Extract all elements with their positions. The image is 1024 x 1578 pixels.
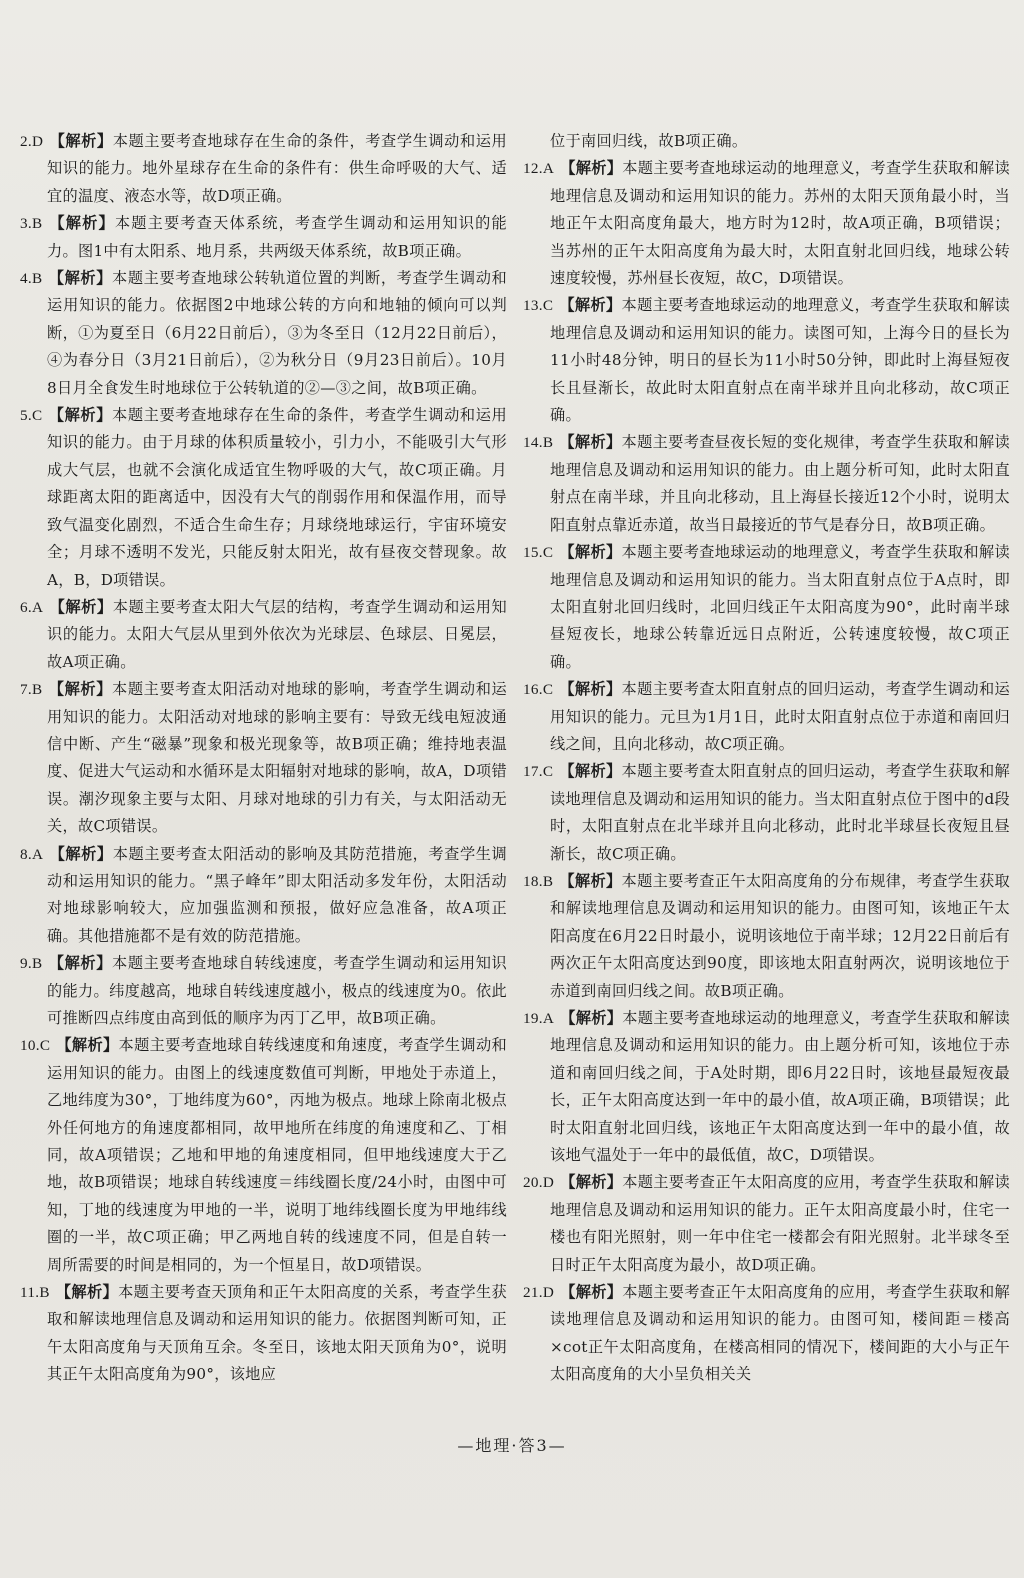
answer-item bbox=[20, 841, 507, 951]
answer-letter: A bbox=[32, 598, 44, 616]
question-number: 2. bbox=[20, 133, 32, 150]
left-column bbox=[20, 128, 507, 1518]
answer-letter: B bbox=[32, 955, 43, 973]
answer-item bbox=[523, 155, 1010, 292]
answer-item bbox=[523, 539, 1010, 676]
answer-item bbox=[20, 265, 507, 402]
analysis-tag: 【解析】 bbox=[55, 1283, 119, 1302]
analysis-text: 本题主要考查太阳大气层的结构，考查学生调动和运用知识的能力。太阳大气层从里到外依次为光球层、色球层、日冕层，故A项正确。 bbox=[47, 597, 507, 671]
analysis-tag: 【解析】 bbox=[49, 597, 113, 616]
analysis-text: 本题主要考查地球存在生命的条件，考查学生调动和运用知识的能力。由于月球的体积质量较小，引力小，不能吸引大气形成大气层，也就不会演化成适宜生物呼吸的大气，故C项正确。月球距离太阳的距离适中，因没有大气的削弱作用和保温作用，而导致气温变化剧烈，不适合生命生存；月球绕地球运行，宇宙环境安全；月球不透明不发光，只能反射太阳光，故有昼夜交替现象。故A，B，D项错误。 bbox=[47, 406, 507, 589]
analysis-text: 本题主要考查地球自转线速度，考查学生调动和运用知识的能力。纬度越高，地球自转线速度越小，极点的线速度为0。依此可推断四点纬度由高到低的顺序为丙丁乙甲，故B项正确。 bbox=[47, 954, 507, 1027]
analysis-text: 本题主要考查太阳活动的影响及其防范措施，考查学生调动和运用知识的能力。“黑子峰年”即太阳活动多发年份，太阳活动对地球影响较大，应加强监测和预报，做好应急准备，故A项正确。其他措施都不是有效的防范措施。 bbox=[47, 844, 507, 945]
analysis-tag: 【解析】 bbox=[559, 762, 622, 781]
question-number: 3. bbox=[20, 215, 32, 233]
answer-item bbox=[20, 1279, 507, 1389]
two-column-body bbox=[20, 128, 1010, 1518]
analysis-tag: 【解析】 bbox=[48, 954, 113, 973]
answer-letter: C bbox=[542, 544, 554, 562]
answer-letter: D bbox=[32, 133, 44, 150]
analysis-tag: 【解析】 bbox=[559, 296, 622, 315]
analysis-text: 本题主要考查正午太阳高度角的应用，考查学生获取和解读地理信息及调动和运用知识的能力。由图可知，楼间距＝楼高×cot正午太阳高度角，在楼高相同的情况下，楼间距的大小与正午太阳高度角的大小呈负相关关 bbox=[550, 1283, 1010, 1384]
answer-item bbox=[20, 210, 507, 265]
answer-item bbox=[20, 128, 507, 210]
analysis-tag: 【解析】 bbox=[560, 1283, 623, 1302]
analysis-tag: 【解析】 bbox=[48, 406, 113, 425]
answer-letter: B bbox=[32, 270, 43, 288]
question-number: 15. bbox=[523, 544, 543, 562]
analysis-tag: 【解析】 bbox=[559, 433, 622, 452]
answer-letter: C bbox=[39, 1037, 51, 1055]
question-number: 14. bbox=[523, 434, 543, 452]
question-number: 18. bbox=[523, 872, 543, 890]
analysis-text: 本题主要考查地球公转轨道位置的判断，考查学生调动和运用知识的能力。依据图2中地球公转的方向和地轴的倾向可以判断，①为夏至日（6月22日前后），③为冬至日（12月22日前后），④为春分日（3月21日前后），②为秋分日（9月23日前后）。10月8日月全食发生时地球位于公转轨道的②—③之间，故B项正确。 bbox=[47, 269, 507, 397]
answer-item bbox=[523, 1279, 1010, 1389]
analysis-tag: 【解析】 bbox=[56, 1036, 119, 1055]
question-number: 12. bbox=[523, 160, 543, 178]
question-number: 13. bbox=[523, 297, 543, 315]
analysis-text: 本题主要考查天顶角和正午太阳高度的关系，考查学生获取和解读地理信息及调动和运用知识的能力。依据图判断可知，正午太阳高度角与天顶角互余。冬至日，该地太阳天顶角为0°，说明其正午太阳高度角为90°，该地应 bbox=[47, 1283, 507, 1384]
answer-letter: B bbox=[542, 872, 554, 890]
question-number: 9. bbox=[20, 955, 32, 973]
question-number: 16. bbox=[523, 681, 543, 699]
answer-letter: C bbox=[542, 681, 554, 699]
analysis-text: 本题主要考查太阳直射点的回归运动，考查学生调动和运用知识的能力。元旦为1月1日，此时太阳直射点位于赤道和南回归线之间，且向北移动，故C项正确。 bbox=[550, 680, 1010, 753]
analysis-tag: 【解析】 bbox=[560, 1173, 623, 1192]
answer-letter: D bbox=[542, 1174, 555, 1192]
analysis-tag: 【解析】 bbox=[560, 1009, 623, 1027]
analysis-text: 本题主要考查地球自转线速度和角速度，考查学生调动和运用知识的能力。由图上的线速度数值可判断，甲地处于赤道上，乙地纬度为30°，丁地纬度为60°，丙地为极点。地球上除南北极点外任何地方的角速度都相同，故甲地所在纬度的角速度和乙、丁相同，故A项错误；乙地和甲地的角速度相同，但甲地线速度大于乙地，故B项错误；地球自转线速度＝纬线圈长度/24小时，由图中可知，丁地的线速度为甲地的一半，说明丁地纬线圈长度为甲地纬线圈的一半，故C项正确；甲乙两地自转的线速度不同，但是自转一周所需要的时间是相同的，为一个恒星日，故D项错误。 bbox=[47, 1036, 507, 1274]
question-number: 19. bbox=[523, 1010, 543, 1027]
question-number: 7. bbox=[20, 681, 32, 699]
answer-letter: A bbox=[542, 1010, 555, 1027]
analysis-text: 本题主要考查地球存在生命的条件，考查学生调动和运用知识的能力。地外星球存在生命的条件有：供生命呼吸的大气、适宜的温度、液态水等，故D项正确。 bbox=[47, 132, 507, 205]
analysis-text: 本题主要考查地球运动的地理意义，考查学生获取和解读地理信息及调动和运用知识的能力。当太阳直射点位于A点时，即太阳直射北回归线时，北回归线正午太阳高度为90°，此时南半球昼短夜长，地球公转靠近远日点附近，公转速度较慢，故C项正确。 bbox=[550, 543, 1010, 671]
question-number: 21. bbox=[523, 1284, 543, 1302]
answer-letter: B bbox=[39, 1284, 50, 1302]
answer-letter: A bbox=[32, 845, 44, 863]
answer-item bbox=[20, 950, 507, 1032]
continuation-text: 位于南回归线，故B项正确。 bbox=[550, 132, 748, 150]
answer-letter: D bbox=[542, 1284, 555, 1302]
analysis-text: 本题主要考查正午太阳高度角的分布规律，考查学生获取和解读地理信息及调动和运用知识的能力。由图可知，该地正午太阳高度在6月22日时最小，说明该地位于南半球；12月22日前后有两次正午太阳高度达到90度，即该地太阳直射两次，说明该地位于赤道到南回归线之间。故B项正确。 bbox=[550, 871, 1010, 1000]
answer-item bbox=[523, 429, 1010, 539]
answer-item bbox=[523, 1005, 1010, 1169]
answer-item bbox=[523, 292, 1010, 429]
analysis-text: 本题主要考查太阳活动对地球的影响，考查学生调动和运用知识的能力。太阳活动对地球的影响主要有：导致无线电短波通信中断、产生“磁暴”现象和极光现象等，故B项正确；维持地表温度、促进大气运动和水循环是太阳辐射对地球的影响，故A，D项错误。潮汐现象主要与太阳、月球对地球的引力有关，与太阳活动无关，故C项错误。 bbox=[47, 680, 507, 836]
analysis-tag: 【解析】 bbox=[559, 680, 622, 699]
analysis-text: 本题主要考查天体系统，考查学生调动和运用知识的能力。图1中有太阳系、地月系，共两级天体系统，故B项正确。 bbox=[47, 214, 507, 260]
answer-item bbox=[523, 676, 1010, 758]
answer-item bbox=[20, 594, 507, 676]
answer-letter: C bbox=[542, 763, 554, 781]
analysis-tag: 【解析】 bbox=[49, 844, 113, 863]
answer-letter: B bbox=[32, 681, 43, 699]
analysis-tag: 【解析】 bbox=[48, 214, 115, 233]
page-footer: —地理·答3— bbox=[457, 1436, 567, 1455]
analysis-tag: 【解析】 bbox=[49, 132, 113, 150]
analysis-tag: 【解析】 bbox=[48, 680, 113, 699]
question-number: 6. bbox=[20, 598, 32, 616]
answer-letter: B bbox=[32, 215, 43, 233]
answer-item bbox=[20, 402, 507, 594]
answer-item bbox=[523, 1169, 1010, 1279]
analysis-text: 本题主要考查昼夜长短的变化规律，考查学生获取和解读地理信息及调动和运用知识的能力。由上题分析可知，此时太阳直射点在南半球，并且向北移动，且上海昼长接近12个小时，说明太阳直射点靠近赤道，故当日最接近的节气是春分日，故B项正确。 bbox=[550, 433, 1010, 534]
answer-letter: A bbox=[542, 160, 555, 178]
analysis-text: 本题主要考查地球运动的地理意义，考查学生获取和解读地理信息及调动和运用知识的能力。苏州的太阳天顶角最小时，当地正午太阳高度角最大，地方时为12时，故A项正确，B项错误；当苏州的正午太阳高度角为最大时，太阳直射北回归线，地球公转速度较慢，苏州昼长夜短，故C，D项错误。 bbox=[550, 159, 1010, 288]
question-number: 8. bbox=[20, 845, 32, 863]
answer-item bbox=[523, 868, 1010, 1005]
right-column bbox=[523, 128, 1010, 1518]
answer-item bbox=[20, 676, 507, 840]
answer-item bbox=[523, 758, 1010, 868]
analysis-tag: 【解析】 bbox=[559, 543, 622, 562]
question-number: 5. bbox=[20, 407, 32, 425]
question-number: 10. bbox=[20, 1037, 40, 1055]
question-number: 4. bbox=[20, 270, 32, 288]
answer-item bbox=[20, 1032, 507, 1279]
analysis-text: 本题主要考查地球运动的地理意义，考查学生获取和解读地理信息及调动和运用知识的能力。读图可知，上海今日的昼长为11小时48分钟，明日的昼长为11小时50分钟，即此时上海昼短夜长且昼渐长，故此时太阳直射点在南半球并且向北移动，故C项正确。 bbox=[550, 296, 1010, 425]
analysis-tag: 【解析】 bbox=[48, 269, 113, 288]
analysis-text: 本题主要考查地球运动的地理意义，考查学生获取和解读地理信息及调动和运用知识的能力。由上题分析可知，该地位于赤道和南回归线之间，于A处时期，即6月22日时，该地昼最短夜最长，正午太阳高度达到一年中的最小值，故A项正确，B项错误；此时太阳直射北回归线，该地正午太阳高度达到一年中的最小值，故该地气温处于一年中的最低值，故C，D项错误。 bbox=[550, 1009, 1010, 1165]
answer-letter: C bbox=[32, 407, 43, 425]
answer-letter: B bbox=[542, 434, 554, 452]
analysis-text: 本题主要考查正午太阳高度的应用，考查学生获取和解读地理信息及调动和运用知识的能力。正午太阳高度最小时，住宅一楼也有阳光照射，则一年中住宅一楼都会有阳光照射。北半球冬至日时正午太阳高度为最小，故D项正确。 bbox=[550, 1173, 1010, 1274]
analysis-tag: 【解析】 bbox=[560, 159, 623, 178]
question-number: 17. bbox=[523, 763, 543, 781]
answer-letter: C bbox=[542, 297, 554, 315]
question-number: 20. bbox=[523, 1174, 543, 1192]
question-number: 11. bbox=[20, 1284, 40, 1302]
analysis-tag: 【解析】 bbox=[559, 871, 622, 890]
analysis-text: 本题主要考查太阳直射点的回归运动，考查学生获取和解读地理信息及调动和运用知识的能力。当太阳直射点位于图中的d段时，太阳直射点在北半球并且向北移动，此时北半球昼长夜短且昼渐长，故C项正确。 bbox=[550, 762, 1010, 863]
